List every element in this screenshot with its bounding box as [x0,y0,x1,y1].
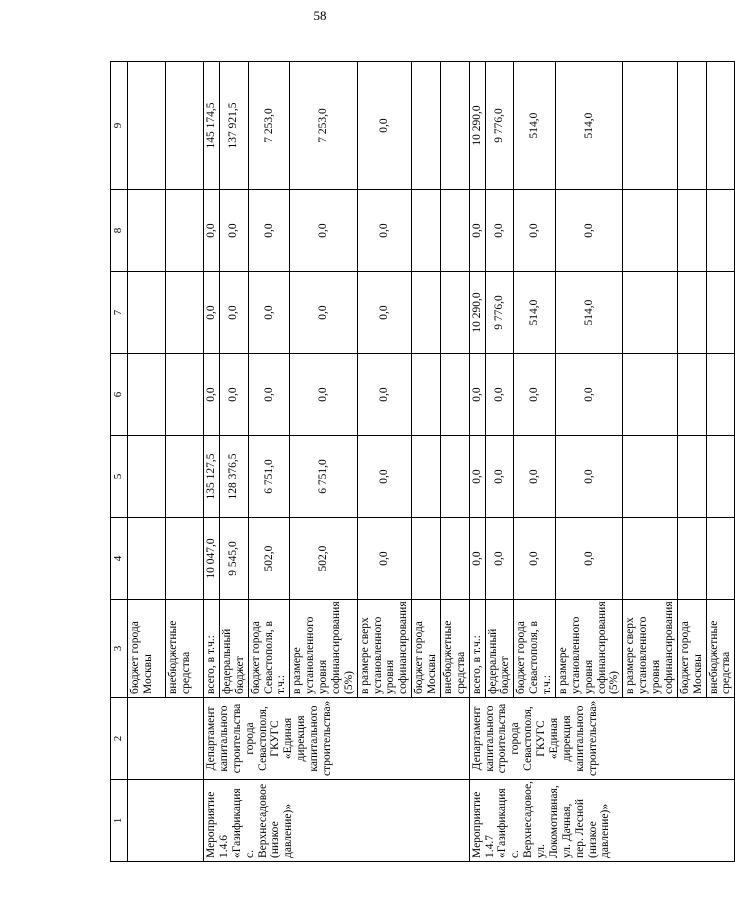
value-cell: 502,0 [290,518,357,600]
value-cell: 128 376,5 [219,436,248,518]
value-cell: 514,0 [514,272,556,354]
value-cell: 0,0 [290,354,357,436]
value-cell [412,62,441,190]
source-cell: бюджет города Москвы [128,600,166,698]
value-cell: 0,0 [555,436,622,518]
source-cell: бюджет города Севастополя, в т.ч.: [514,600,556,698]
table-row [204,62,220,862]
value-cell: 0,0 [204,190,220,272]
value-cell [706,436,735,518]
activity-cell: Мероприятие 1.4.7 «Газификация с. Верхнесадовое, ул. Локомотивная, ул. Дачная, пер. Лесной (низкое давление)» [469,780,735,862]
value-cell [440,354,469,436]
rotated-table-container [110,62,733,862]
value-cell: 0,0 [357,354,412,436]
header-cell: 1 [111,780,128,862]
value-cell [412,354,441,436]
budget-table [110,61,735,862]
table-row [469,62,485,862]
value-cell [623,354,678,436]
source-cell: бюджет города Москвы [677,600,706,698]
value-cell [412,190,441,272]
value-cell: 0,0 [469,436,485,518]
value-cell: 0,0 [485,354,514,436]
value-cell [623,272,678,354]
value-cell: 10 290,0 [469,272,485,354]
table-row [128,62,166,862]
value-cell [440,436,469,518]
header-cell: 8 [111,190,128,272]
value-cell: 0,0 [485,518,514,600]
source-cell: всего, в т.ч.: [204,600,220,698]
value-cell: 0,0 [485,190,514,272]
value-cell: 0,0 [469,190,485,272]
value-cell: 514,0 [555,272,622,354]
value-cell: 0,0 [357,436,412,518]
value-cell: 514,0 [514,62,556,190]
header-row [111,62,128,862]
value-cell: 0,0 [248,272,290,354]
source-cell: внебюджетные средства [166,600,204,698]
source-cell: всего, в т.ч.: [469,600,485,698]
header-cell: 4 [111,518,128,600]
source-cell: в размере сверх установленного уровня софинансирования [357,600,412,698]
value-cell: 0,0 [248,354,290,436]
page-number: 58 [313,8,327,23]
value-cell [706,62,735,190]
source-cell: внебюджетные средства [440,600,469,698]
value-cell: 6 751,0 [290,436,357,518]
value-cell: 0,0 [555,190,622,272]
value-cell: 0,0 [357,272,412,354]
value-cell [706,518,735,600]
value-cell [677,62,706,190]
source-cell: бюджет города Севастополя, в т.ч.: [248,600,290,698]
header-cell: 6 [111,354,128,436]
value-cell: 0,0 [469,354,485,436]
value-cell: 0,0 [204,272,220,354]
source-cell: федеральный бюджет [219,600,248,698]
value-cell: 9 545,0 [219,518,248,600]
header-cell: 5 [111,436,128,518]
value-cell [440,518,469,600]
value-cell [677,518,706,600]
value-cell [677,190,706,272]
value-cell: 0,0 [219,354,248,436]
executor-cell: Департамент капитального строительства города Севастополя, ГКУГС «Единая дирекция капитального строительства» [204,698,470,780]
value-cell: 10 290,0 [469,62,485,190]
value-cell [706,190,735,272]
value-cell [412,272,441,354]
value-cell: 145 174,5 [204,62,220,190]
value-cell: 10 047,0 [204,518,220,600]
value-cell [440,272,469,354]
value-cell: 514,0 [555,62,622,190]
value-cell [706,272,735,354]
source-cell: внебюджетные средства [706,600,735,698]
value-cell: 502,0 [248,518,290,600]
value-cell [412,436,441,518]
value-cell [677,272,706,354]
value-cell [623,436,678,518]
value-cell [440,190,469,272]
value-cell [623,190,678,272]
value-cell [412,518,441,600]
value-cell: 0,0 [514,518,556,600]
value-cell [706,354,735,436]
value-cell: 0,0 [469,518,485,600]
value-cell: 135 127,5 [204,436,220,518]
value-cell: 0,0 [219,190,248,272]
value-cell: 0,0 [357,62,412,190]
value-cell: 0,0 [290,272,357,354]
source-cell: в размере установленного уровня софинансирования (5%) [555,600,622,698]
header-cell: 3 [111,600,128,698]
source-cell: в размере сверх установленного уровня софинансирования [623,600,678,698]
value-cell: 0,0 [485,436,514,518]
value-cell: 137 921,5 [219,62,248,190]
value-cell [677,436,706,518]
value-cell: 0,0 [555,518,622,600]
value-cell: 6 751,0 [248,436,290,518]
value-cell [623,518,678,600]
source-cell: бюджет города Москвы [412,600,441,698]
value-cell: 0,0 [357,518,412,600]
value-cell: 0,0 [555,354,622,436]
source-cell: федеральный бюджет [485,600,514,698]
value-cell: 0,0 [248,190,290,272]
value-cell: 0,0 [219,272,248,354]
value-cell: 9 776,0 [485,62,514,190]
header-cell: 9 [111,62,128,190]
value-cell: 7 253,0 [290,62,357,190]
value-cell: 0,0 [357,190,412,272]
value-cell [623,62,678,190]
value-cell [677,354,706,436]
header-cell: 7 [111,272,128,354]
activity-cell: Мероприятие 1.4.6 «Газификация с. Верхнесадовое (низкое давление)» [204,780,470,862]
header-cell: 2 [111,698,128,780]
value-cell: 9 776,0 [485,272,514,354]
value-cell: 0,0 [204,354,220,436]
value-cell: 7 253,0 [248,62,290,190]
value-cell: 0,0 [514,190,556,272]
source-cell: в размере установленного уровня софинансирования (5%) [290,600,357,698]
value-cell: 0,0 [290,190,357,272]
value-cell: 0,0 [514,436,556,518]
executor-cell: Департамент капитального строительства города Севастополя, ГКУГС «Единая дирекция капитального строительства» [469,698,735,780]
value-cell: 0,0 [514,354,556,436]
value-cell [440,62,469,190]
table-body [111,62,735,862]
